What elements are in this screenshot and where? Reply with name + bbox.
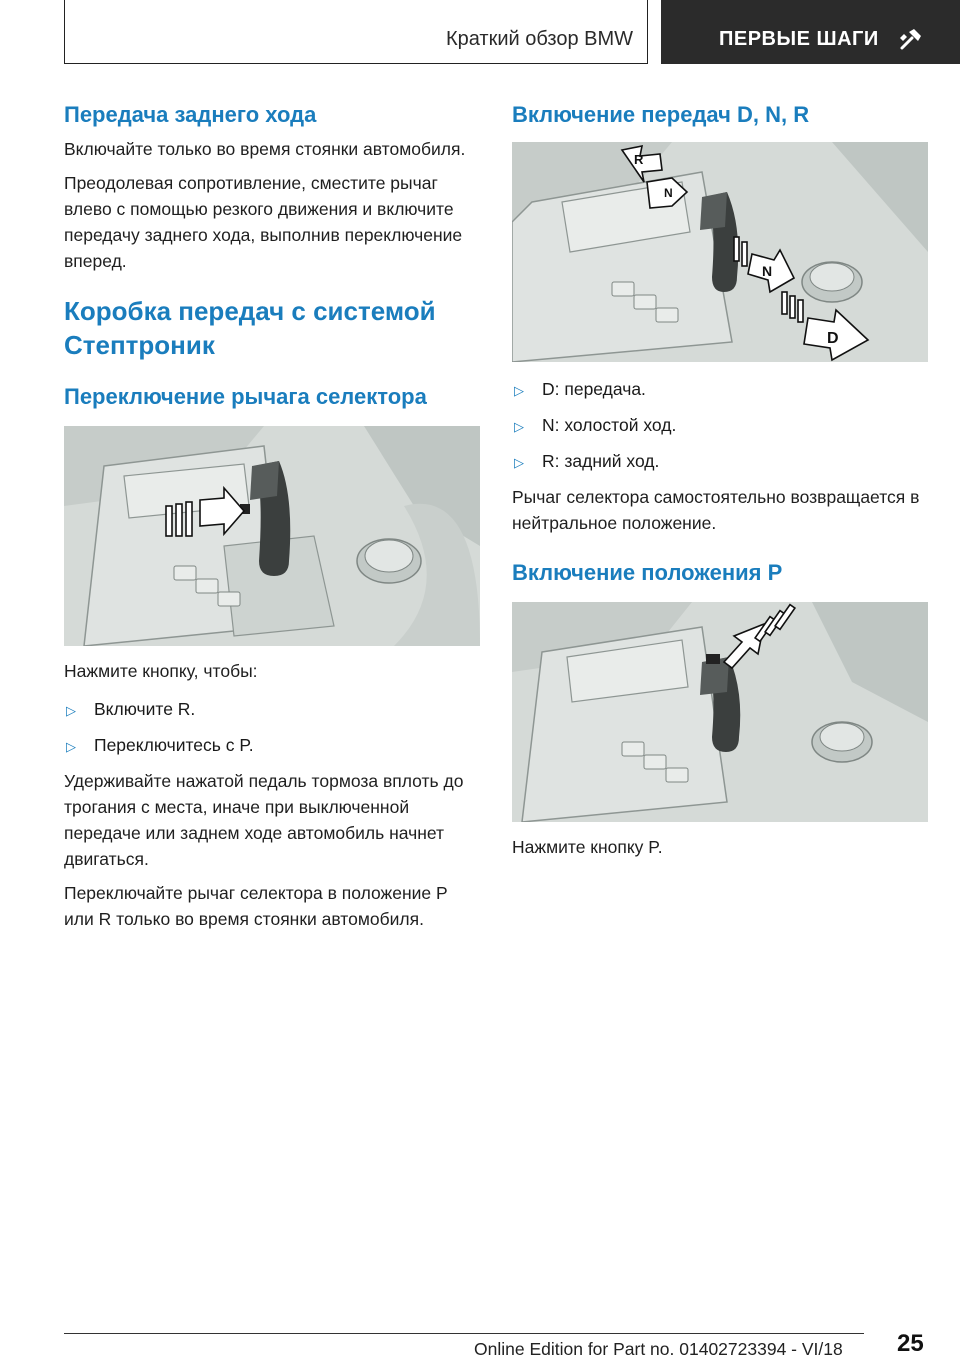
left-column xyxy=(64,100,480,940)
hammer-wrench-icon xyxy=(898,26,924,52)
selector-lever-illustration xyxy=(64,426,480,646)
footer-divider xyxy=(64,1333,864,1334)
selector-lead: Нажмите кнопку, чтобы: xyxy=(64,661,258,681)
right-column xyxy=(512,100,928,868)
chapter-title: ПЕРВЫЕ ШАГИ xyxy=(719,28,879,50)
figure-label-n-top: N xyxy=(664,186,673,200)
figure-label-r: R xyxy=(634,152,644,167)
selector-heading: Переключение рычага селектора xyxy=(64,384,427,409)
chapter-tab[interactable] xyxy=(661,0,960,64)
list-item: ▷ Включите R. xyxy=(64,696,480,722)
dnr-bullet-list xyxy=(512,376,928,474)
footer-edition: Online Edition for Part no. 01402723394 - VI/18 xyxy=(474,1339,843,1359)
list-item: ▷ D: передача. xyxy=(512,376,928,402)
header-subtitle: Краткий обзор BMW xyxy=(445,28,633,50)
triangle-bullet-icon: ▷ xyxy=(66,703,76,718)
park-paragraph: Нажмите кнопку P. xyxy=(512,837,663,857)
header-frame xyxy=(64,0,648,64)
park-button-illustration xyxy=(512,602,928,822)
list-item: ▷ R: задний ход. xyxy=(512,448,928,474)
selector-paragraph-2: Переключайте рычаг селектора в положение P или R только во время стоянки автомобиля. xyxy=(64,883,448,929)
park-heading: Включение положения P xyxy=(512,560,783,585)
dnr-paragraph: Рычаг селектора самостоятельно возвращается в нейтральное положение. xyxy=(512,487,920,533)
triangle-bullet-icon: ▷ xyxy=(514,419,524,434)
selector-paragraph-1: Удерживайте нажатой педаль тормоза вплоть до трогания с места, иначе при выключенной передаче или заднем ходе автомобиль начнет двигаться. xyxy=(64,771,464,869)
list-item: ▷ Переключитесь с P. xyxy=(64,732,480,758)
triangle-bullet-icon: ▷ xyxy=(514,455,524,470)
triangle-bullet-icon: ▷ xyxy=(66,739,76,754)
reverse-paragraph-2: Преодолевая сопротивление, сместите рычаг влево с помощью резкого движения и включите передачу заднего хода, выполнив переключение вперед. xyxy=(64,173,463,271)
reverse-paragraph-1: Включайте только во время стоянки автомобиля. xyxy=(64,139,466,159)
list-item: ▷ N: холостой ход. xyxy=(512,412,928,438)
selector-bullet-list xyxy=(64,696,480,758)
reverse-gear-heading: Передача заднего хода xyxy=(64,102,317,127)
steptronic-heading: Коробка передач с системой Стептроник xyxy=(64,296,436,360)
dnr-heading: Включение передач D, N, R xyxy=(512,102,810,127)
page-number: 25 xyxy=(897,1330,924,1357)
figure-label-d: D xyxy=(827,330,839,347)
dnr-lever-illustration xyxy=(512,142,928,362)
figure-label-n: N xyxy=(762,263,773,279)
triangle-bullet-icon: ▷ xyxy=(514,383,524,398)
